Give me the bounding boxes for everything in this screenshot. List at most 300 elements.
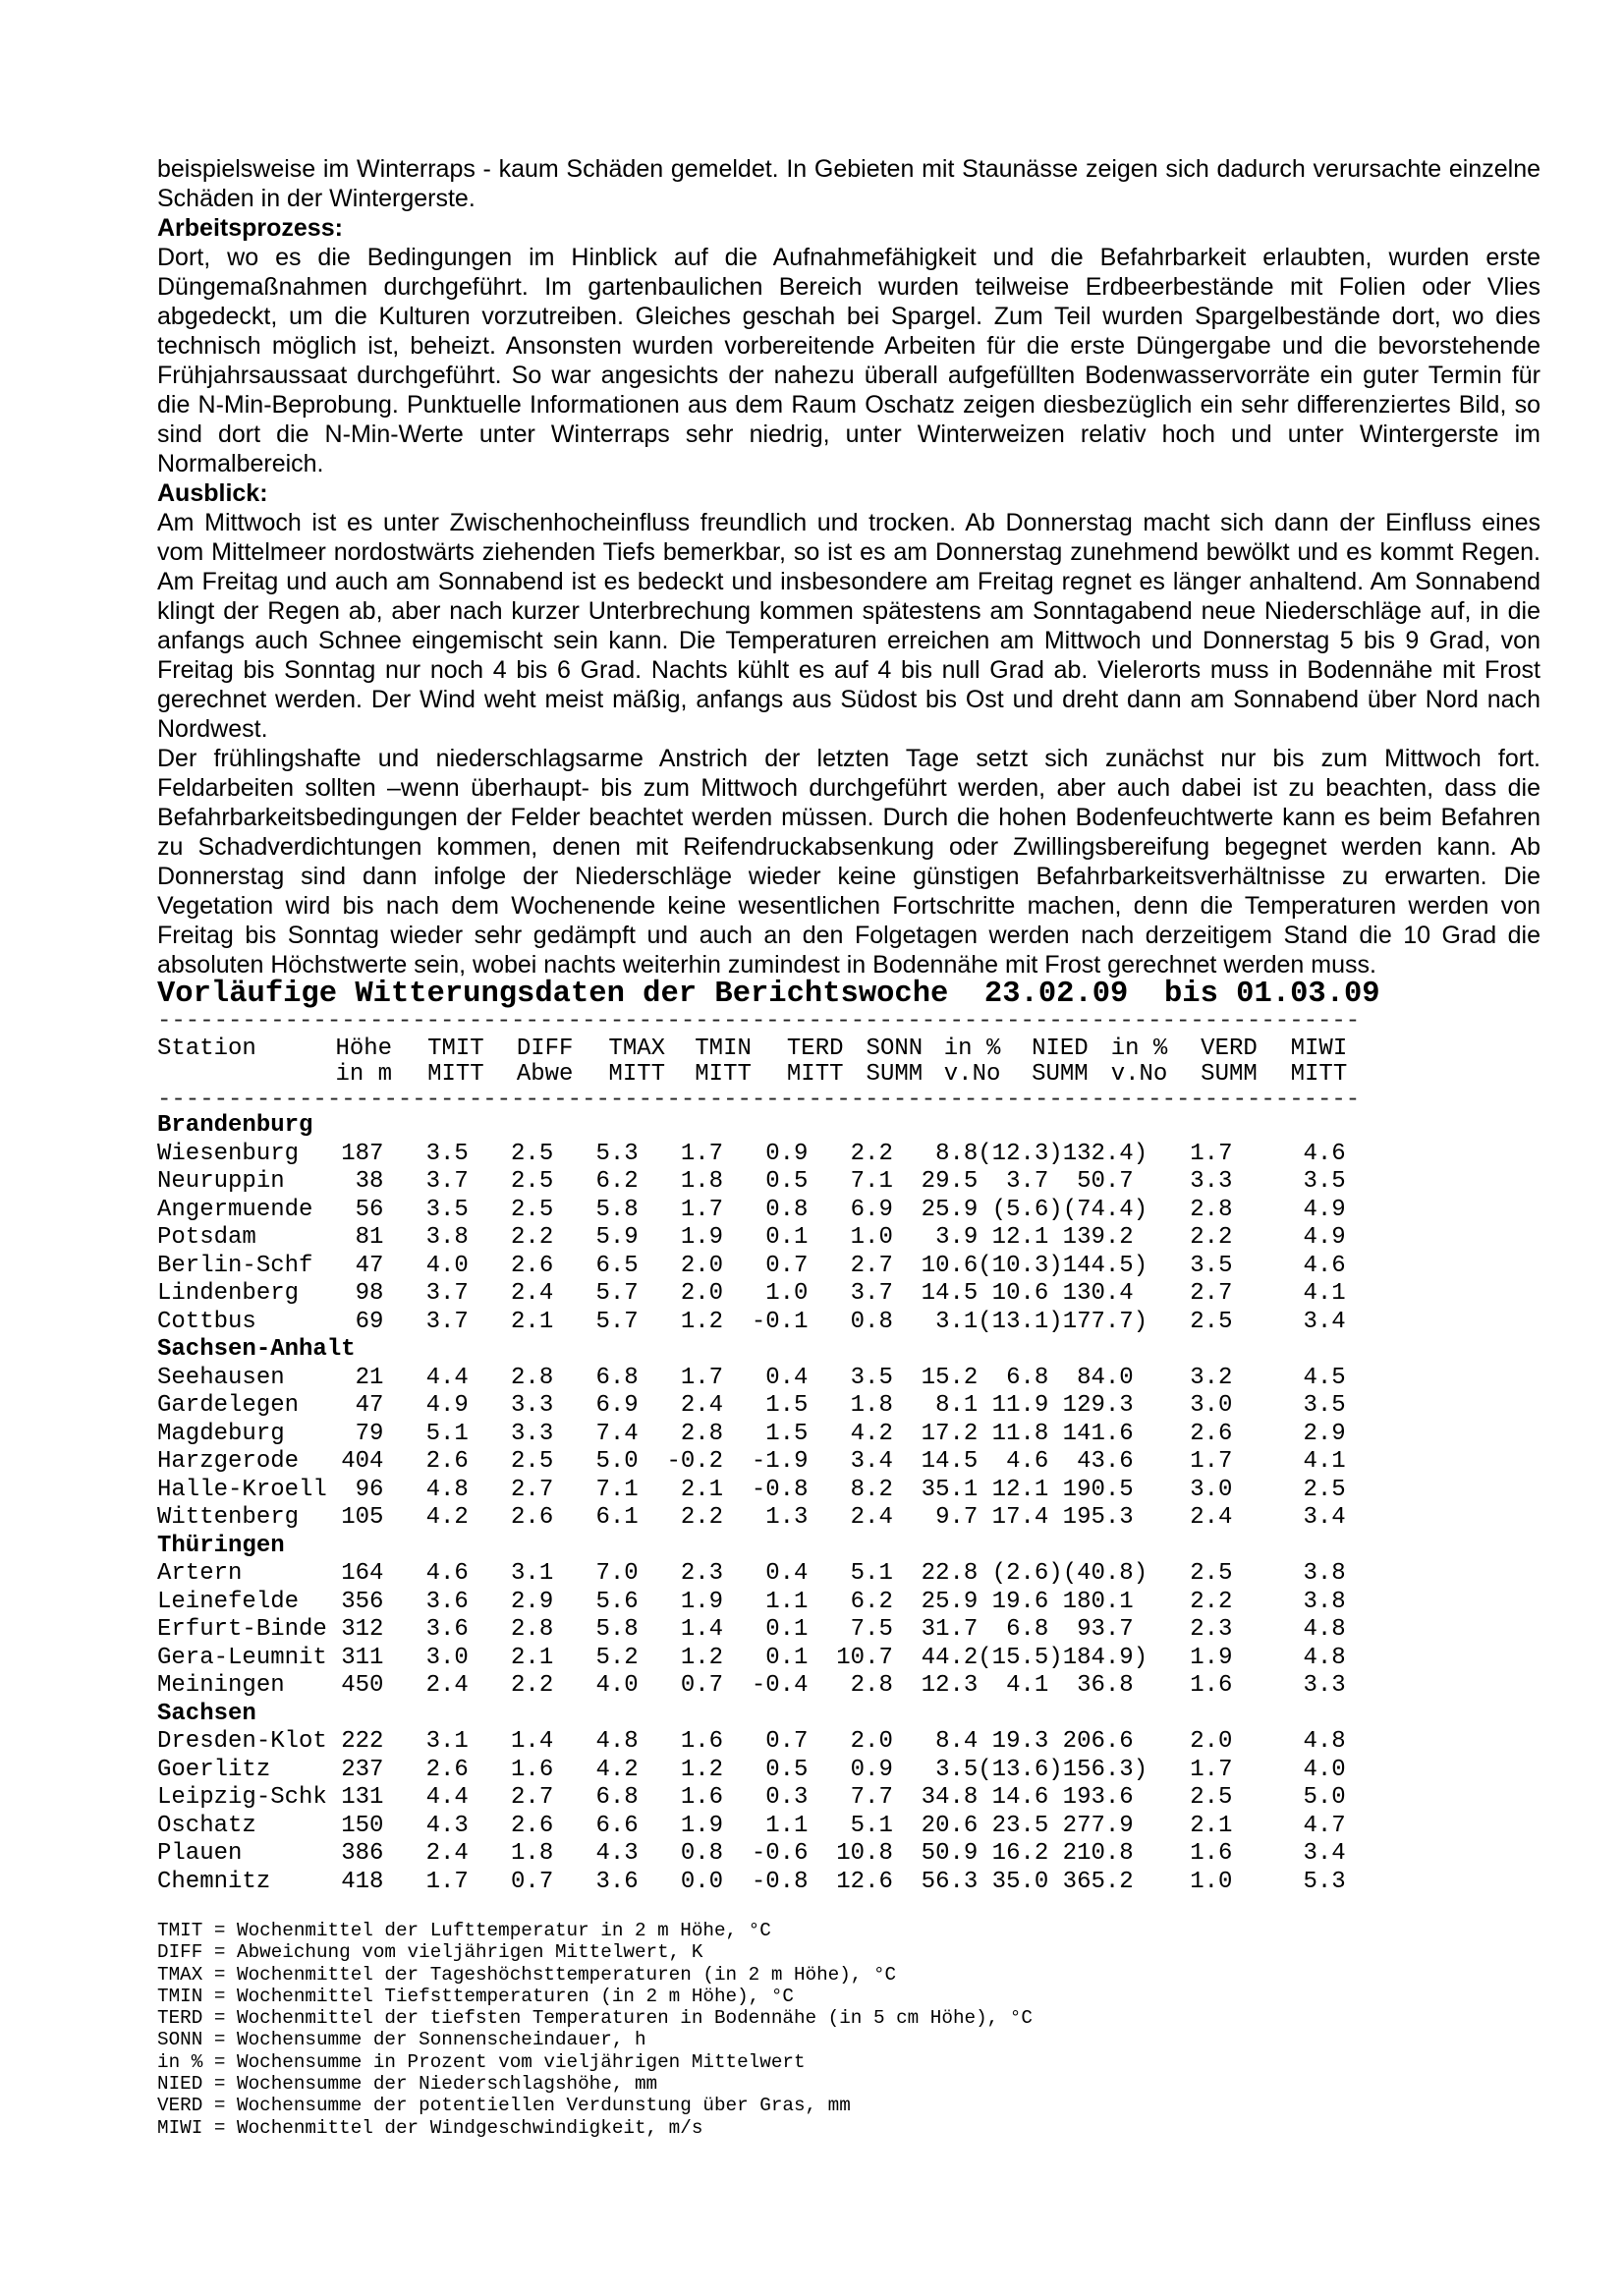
table-cell: 1.9 [680, 1224, 724, 1251]
table-cell: 0.0 [680, 1868, 724, 1895]
table-cell: 4.9 [1303, 1224, 1346, 1251]
table-cell: 15.2 [921, 1364, 979, 1391]
table-cell: 3.6 [425, 1588, 469, 1615]
table-cell: 1.7 [680, 1196, 724, 1223]
table-cell: 12.6 [836, 1868, 893, 1895]
column-header: VERD [1201, 1036, 1258, 1062]
table-header-row-units [157, 1062, 1434, 1088]
column-header: in % [943, 1036, 1001, 1062]
table-cell: 16.2 [991, 1840, 1049, 1867]
station-name: Chemnitz [157, 1868, 271, 1895]
legend-item: DIFF = Abweichung vom vieljährigen Mittelwert, K [157, 1941, 703, 1964]
table-cell: 3.0 [425, 1644, 469, 1671]
table-cell: 50.7 [1077, 1168, 1134, 1195]
legend-item: NIED = Wochensumme der Niederschlagshöhe, mm [157, 2073, 658, 2096]
table-cell: 47 [355, 1252, 384, 1279]
table-cell: 193.6 [1062, 1784, 1134, 1811]
table-cell: 2.0 [850, 1728, 893, 1755]
paragraph-line: anfangs auch Schnee eingemischt sein kann. Die Temperaturen erreichen am Mittwoch und Donnerstag 5 bis 9 Grad, von [157, 627, 1540, 654]
table-cell: 5.2 [595, 1644, 639, 1671]
state-group-heading: Thüringen [157, 1532, 285, 1559]
table-cell: 1.9 [680, 1588, 724, 1615]
table-cell: 2.4 [425, 1840, 469, 1867]
table-cell: 1.7 [1190, 1756, 1233, 1783]
column-header: TMIN [695, 1036, 752, 1062]
table-cell: 1.6 [680, 1728, 724, 1755]
station-name: Lindenberg [157, 1280, 300, 1307]
table-row [157, 1728, 1346, 1757]
table-cell: 418 [341, 1868, 384, 1895]
paragraph-line: Frühjahrsaussaat durchgeführt. So war angesichts der nahezu überall aufgefüllten Bodenwasservorräte ein guter Termin für [157, 362, 1540, 389]
table-cell: 4.3 [425, 1812, 469, 1839]
table-cell: 1.7 [1190, 1448, 1233, 1475]
table-cell: 3.1 [425, 1728, 469, 1755]
table-cell: 81 [355, 1224, 384, 1251]
table-cell: 2.3 [680, 1560, 724, 1587]
column-header: MITT [695, 1061, 752, 1088]
table-cell: 3.7 [850, 1280, 893, 1307]
table-cell: -0.8 [751, 1868, 809, 1895]
table-cell: 2.4 [1190, 1504, 1233, 1531]
station-name: Plauen [157, 1840, 243, 1867]
column-header: MITT [786, 1061, 844, 1088]
station-name: Dresden-Klot [157, 1728, 327, 1755]
table-cell: 4.1 [1006, 1672, 1049, 1699]
table-cell: 1.0 [850, 1224, 893, 1251]
table-cell: 44.2 [921, 1644, 979, 1671]
table-cell: 10.6 [921, 1252, 979, 1279]
table-cell: -0.8 [751, 1476, 809, 1503]
table-cell: 4.8 [1303, 1728, 1346, 1755]
station-name: Leipzig-Schk [157, 1784, 327, 1811]
table-cell: 0.1 [765, 1644, 809, 1671]
table-cell: 17.4 [991, 1504, 1049, 1531]
table-cell: 2.5 [511, 1168, 554, 1195]
table-row [157, 1168, 1346, 1197]
table-cell: 5.0 [595, 1448, 639, 1475]
table-cell: -0.1 [751, 1308, 809, 1335]
table-cell: 1.6 [680, 1784, 724, 1811]
table-cell: 1.8 [850, 1392, 893, 1419]
column-header: TERD [786, 1036, 844, 1062]
table-cell: 6.9 [595, 1392, 639, 1419]
table-cell: 12.1 [991, 1224, 1049, 1251]
table-cell: 56.3 [921, 1868, 979, 1895]
table-row [157, 1280, 1346, 1309]
table-cell: 2.2 [511, 1224, 554, 1251]
table-cell: 2.7 [511, 1784, 554, 1811]
table-cell: 3.5 [850, 1364, 893, 1391]
table-cell: 0.1 [765, 1616, 809, 1643]
table-cell: 2.6 [511, 1504, 554, 1531]
table-cell: 6.2 [595, 1168, 639, 1195]
weather-data-table [157, 1112, 1346, 1896]
table-cell: 8.1 [935, 1392, 979, 1419]
table-cell: (13.6) [978, 1756, 1063, 1783]
table-cell: -0.4 [751, 1672, 809, 1699]
column-header: MIWI [1290, 1036, 1348, 1062]
table-cell: 5.3 [1303, 1868, 1346, 1895]
column-header: SUMM [866, 1061, 924, 1088]
table-cell: 3.4 [1303, 1504, 1346, 1531]
table-cell: 2.6 [425, 1448, 469, 1475]
table-cell: 4.9 [425, 1392, 469, 1419]
table-cell: 6.8 [595, 1784, 639, 1811]
table-cell: 2.5 [1190, 1560, 1233, 1587]
table-cell: 0.8 [765, 1196, 809, 1223]
table-cell: 4.4 [425, 1784, 469, 1811]
table-cell: 210.8 [1062, 1840, 1134, 1867]
table-cell: -0.2 [666, 1448, 724, 1475]
table-row [157, 1589, 1346, 1617]
table-cell: 3.0 [1190, 1392, 1233, 1419]
table-cell: 0.5 [765, 1168, 809, 1195]
table-cell: 3.4 [1303, 1840, 1346, 1867]
table-cell: 187 [341, 1140, 384, 1167]
table-cell: 3.7 [1006, 1168, 1049, 1195]
table-cell: 2.8 [850, 1672, 893, 1699]
table-cell: 34.8 [921, 1784, 979, 1811]
table-row [157, 1672, 1346, 1701]
table-cell: 3.4 [1303, 1308, 1346, 1335]
column-header: SUMM [1201, 1061, 1258, 1088]
table-cell: 10.7 [836, 1644, 893, 1671]
table-cell: 4.1 [1303, 1448, 1346, 1475]
table-cell: 17.2 [921, 1420, 979, 1447]
table-cell: 2.0 [680, 1280, 724, 1307]
paragraph-line: abgedeckt, um die Kulturen vorzutreiben. Gleiches geschah bei Spargel. Zum Teil wurden Spargelbestände dort, wo dies [157, 303, 1540, 330]
table-cell: 22.8 [921, 1560, 979, 1587]
table-cell: 6.8 [595, 1364, 639, 1391]
table-cell: 47 [355, 1392, 384, 1419]
table-cell: 5.6 [595, 1588, 639, 1615]
table-cell: 2.7 [511, 1476, 554, 1503]
table-cell: 0.7 [680, 1672, 724, 1699]
table-cell: 5.1 [850, 1812, 893, 1839]
table-cell: 35.0 [991, 1868, 1049, 1895]
table-cell: 312 [341, 1616, 384, 1643]
table-cell: 6.9 [850, 1196, 893, 1223]
paragraph-line: sind dort die N-Min-Werte unter Winterraps sehr niedrig, unter Winterweizen relativ hoch und unter Wintergerste im [157, 420, 1540, 448]
table-cell: 139.2 [1062, 1224, 1134, 1251]
table-cell: 20.6 [921, 1812, 979, 1839]
state-group-heading: Sachsen-Anhalt [157, 1336, 356, 1363]
table-cell: 84.0 [1077, 1364, 1134, 1391]
table-cell: (5.6) [991, 1196, 1063, 1223]
paragraph-line: die N-Min-Beprobung. Punktuelle Informationen aus dem Raum Oschatz zeigen diesbezüglich ein sehr differenziertes Bild, so [157, 391, 1540, 419]
report-text [157, 154, 1540, 980]
table-cell: 3.8 [1303, 1588, 1346, 1615]
station-name: Gera-Leumnit [157, 1644, 327, 1671]
column-header: MITT [608, 1061, 666, 1088]
table-cell: 164 [341, 1560, 384, 1587]
table-cell: 4.2 [425, 1504, 469, 1531]
table-cell: 3.3 [1303, 1672, 1346, 1699]
table-cell: 4.8 [1303, 1644, 1346, 1671]
table-cell: 0.4 [765, 1560, 809, 1587]
table-cell: 3.5 [425, 1140, 469, 1167]
table-cell: 5.0 [1303, 1784, 1346, 1811]
table-cell: 69 [355, 1308, 384, 1335]
legend-item: TMIN = Wochenmittel Tiefsttemperaturen (in 2 m Höhe), °C [157, 1985, 794, 2007]
table-cell: 1.9 [680, 1812, 724, 1839]
legend-item: MIWI = Wochenmittel der Windgeschwindigkeit, m/s [157, 2116, 703, 2139]
table-cell: 3.7 [425, 1168, 469, 1195]
table-cell: 3.6 [425, 1616, 469, 1643]
paragraph-line: Am Mittwoch ist es unter Zwischenhocheinfluss freundlich und trocken. Ab Donnerstag macht sich dann der Einfluss eines [157, 509, 1540, 536]
table-cell: 5.8 [595, 1616, 639, 1643]
table-cell: 0.7 [765, 1728, 809, 1755]
table-cell: 4.6 [1303, 1252, 1346, 1279]
table-cell: 2.4 [680, 1392, 724, 1419]
paragraph-line: technisch möglich ist, beheizt. Ansonsten wurden vorbereitende Arbeiten für die erste Düngergabe und die bevorstehende [157, 332, 1540, 360]
table-cell: 144.5) [1062, 1252, 1148, 1279]
paragraph-line: Düngemaßnahmen durchgeführt. Im gartenbaulichen Bereich wurden teilweise Erdbeerbestände mit Folien oder Vlies [157, 273, 1540, 301]
table-cell: 29.5 [921, 1168, 979, 1195]
table-cell: 3.2 [1190, 1364, 1233, 1391]
table-cell: 35.1 [921, 1476, 979, 1503]
table-cell: 2.8 [511, 1364, 554, 1391]
table-cell: 206.6 [1062, 1728, 1134, 1755]
table-cell: 4.0 [595, 1672, 639, 1699]
state-group-heading: Brandenburg [157, 1112, 313, 1139]
table-cell: 6.1 [595, 1504, 639, 1531]
table-cell: 180.1 [1062, 1588, 1134, 1615]
table-cell: 4.5 [1303, 1364, 1346, 1391]
table-cell: 5.1 [850, 1560, 893, 1587]
table-cell: 2.5 [1303, 1476, 1346, 1503]
table-cell: 386 [341, 1840, 384, 1867]
column-header: NIED [1032, 1036, 1089, 1062]
table-row [157, 1616, 1346, 1645]
table-cell: 1.7 [680, 1364, 724, 1391]
table-cell: 132.4) [1062, 1140, 1148, 1167]
legend-item: TMAX = Wochenmittel der Tageshöchsttemperaturen (in 2 m Höhe), °C [157, 1963, 897, 1986]
table-cell: 5.9 [595, 1224, 639, 1251]
paragraph-line: Befahrbarkeitsbedingungen der Felder beachtet werden müssen. Durch die hohen Bodenfeuchtwerte kann es beim Befahren [157, 804, 1540, 831]
table-cell: 12.3 [921, 1672, 979, 1699]
table-row [157, 1253, 1346, 1281]
paragraph-line: Der frühlingshafte und niederschlagsarme Anstrich der letzten Tage setzt sich zunächst nur bis zum Mittwoch fort. [157, 745, 1540, 772]
table-row [157, 1392, 1346, 1421]
table-cell: 11.8 [991, 1420, 1049, 1447]
table-cell: 3.5 [425, 1196, 469, 1223]
table-cell: 0.9 [765, 1140, 809, 1167]
table-cell: 2.1 [511, 1644, 554, 1671]
table-cell: 2.0 [1190, 1728, 1233, 1755]
station-name: Leinefelde [157, 1588, 300, 1615]
table-cell: 8.8 [935, 1140, 979, 1167]
table-row [157, 1477, 1346, 1505]
table-cell: 4.3 [595, 1840, 639, 1867]
table-cell: 3.5 [1303, 1392, 1346, 1419]
table-cell: 141.6 [1062, 1420, 1134, 1447]
table-cell: 1.5 [765, 1392, 809, 1419]
column-header: Höhe [335, 1036, 393, 1062]
paragraph-line: Donnerstag sind dann infolge der Niederschläge wieder keine günstigen Befahrbarkeitsverhältnisse zu erwarten. Die [157, 863, 1540, 890]
paragraph-line: Normalbereich. [157, 450, 324, 477]
table-cell: 2.7 [850, 1252, 893, 1279]
table-cell: 0.8 [850, 1308, 893, 1335]
legend-item: VERD = Wochensumme der potentiellen Verdunstung über Gras, mm [157, 2095, 851, 2117]
table-row [157, 1141, 1346, 1169]
table-cell: 131 [341, 1784, 384, 1811]
station-name: Seehausen [157, 1364, 285, 1391]
table-cell: 184.9) [1062, 1644, 1148, 1671]
table-cell: 2.6 [511, 1812, 554, 1839]
table-cell: 2.1 [1190, 1812, 1233, 1839]
table-cell: 4.6 [1303, 1140, 1346, 1167]
table-cell: 2.0 [680, 1252, 724, 1279]
table-cell: 237 [341, 1756, 384, 1783]
table-cell: 1.2 [680, 1756, 724, 1783]
table-cell: 2.8 [1190, 1196, 1233, 1223]
table-cell: 404 [341, 1448, 384, 1475]
table-cell: 2.2 [850, 1140, 893, 1167]
table-cell: 0.5 [765, 1756, 809, 1783]
table-cell: 10.6 [991, 1280, 1049, 1307]
table-cell: 7.7 [850, 1784, 893, 1811]
table-cell: 4.4 [425, 1364, 469, 1391]
table-cell: 195.3 [1062, 1504, 1134, 1531]
table-cell: 3.1 [935, 1308, 979, 1335]
table-cell: -0.6 [751, 1840, 809, 1867]
table-cell: 0.3 [765, 1784, 809, 1811]
station-name: Wiesenburg [157, 1140, 300, 1167]
station-name: Berlin-Schf [157, 1252, 313, 1279]
abbreviation-legend [157, 1920, 1033, 2139]
column-header: DIFF [516, 1036, 574, 1062]
table-cell: 4.0 [425, 1252, 469, 1279]
table-cell: 5.7 [595, 1308, 639, 1335]
table-cell: 4.6 [1006, 1448, 1049, 1475]
table-cell: (40.8) [1062, 1560, 1148, 1587]
table-row [157, 1197, 1346, 1225]
table-cell: 2.6 [511, 1252, 554, 1279]
table-cell: 1.0 [765, 1280, 809, 1307]
table-row [157, 1365, 1346, 1393]
table-cell: 311 [341, 1644, 384, 1671]
table-cell: 2.3 [1190, 1616, 1233, 1643]
table-cell: 129.3 [1062, 1392, 1134, 1419]
table-cell: 1.2 [680, 1644, 724, 1671]
station-name: Cottbus [157, 1308, 256, 1335]
column-header: in % [1110, 1036, 1168, 1062]
table-cell: 1.1 [765, 1588, 809, 1615]
table-cell: 4.9 [1303, 1196, 1346, 1223]
table-cell: 1.9 [1190, 1644, 1233, 1671]
station-name: Wittenberg [157, 1504, 300, 1531]
table-cell: 130.4 [1062, 1280, 1134, 1307]
station-name: Potsdam [157, 1224, 256, 1251]
paragraph-line: Freitag bis Sonntag nur noch 4 bis 6 Grad. Nachts kühlt es auf 4 bis null Grad ab. Vielerorts muss in Bodennähe mit Frost [157, 656, 1540, 684]
table-cell: 3.5 [1190, 1252, 1233, 1279]
table-cell: 4.2 [595, 1756, 639, 1783]
table-cell: 3.3 [511, 1392, 554, 1419]
table-cell: 4.1 [1303, 1280, 1346, 1307]
table-cell: 43.6 [1077, 1448, 1134, 1475]
table-cell: 150 [341, 1812, 384, 1839]
table-cell: 6.5 [595, 1252, 639, 1279]
table-row [157, 1224, 1346, 1253]
table-cell: 2.2 [511, 1672, 554, 1699]
table-cell: 1.5 [765, 1420, 809, 1447]
table-separator-top: ------------------------------------------------------------------------------------- [157, 1008, 1361, 1035]
table-cell: 3.3 [1190, 1168, 1233, 1195]
table-cell: 2.5 [511, 1448, 554, 1475]
table-cell: 7.4 [595, 1420, 639, 1447]
station-name: Artern [157, 1560, 243, 1587]
table-cell: 2.5 [511, 1196, 554, 1223]
table-cell: 50.9 [921, 1840, 979, 1867]
section-heading: Ausblick: [157, 479, 268, 507]
table-cell: 6.8 [1006, 1364, 1049, 1391]
paragraph-line: Am Freitag und auch am Sonnabend ist es bedeckt und insbesondere am Freitag regnet es länger anhaltend. Am Sonnabend [157, 568, 1540, 595]
table-cell: 2.9 [1303, 1420, 1346, 1447]
table-cell: 14.6 [991, 1784, 1049, 1811]
table-cell: 3.1 [511, 1560, 554, 1587]
table-cell: 105 [341, 1504, 384, 1531]
table-row [157, 1560, 1346, 1589]
table-cell: 1.7 [1190, 1140, 1233, 1167]
state-group-heading: Sachsen [157, 1700, 256, 1727]
table-cell: 19.3 [991, 1728, 1049, 1755]
table-separator-bottom: ------------------------------------------------------------------------------------- [157, 1087, 1361, 1113]
table-cell: 1.1 [765, 1812, 809, 1839]
table-cell: 2.4 [850, 1504, 893, 1531]
table-cell: 1.2 [680, 1308, 724, 1335]
legend-item: TERD = Wochenmittel der tiefsten Temperaturen in Bodennähe (in 5 cm Höhe), °C [157, 2007, 1033, 2030]
paragraph-line: beispielsweise im Winterraps - kaum Schäden gemeldet. In Gebieten mit Staunässe zeigen sich dadurch verursachte einzelne [157, 155, 1540, 183]
column-header: Abwe [516, 1061, 574, 1088]
column-header: v.No [1110, 1061, 1168, 1088]
column-header: in m [335, 1061, 393, 1088]
table-cell: 450 [341, 1672, 384, 1699]
table-cell: 2.7 [1190, 1280, 1233, 1307]
table-cell: 10.8 [836, 1840, 893, 1867]
table-cell: 190.5 [1062, 1476, 1134, 1503]
table-cell: -1.9 [751, 1448, 809, 1475]
table-cell: 12.1 [991, 1476, 1049, 1503]
table-cell: 2.5 [511, 1140, 554, 1167]
column-header: Station [157, 1036, 256, 1062]
table-row [157, 1784, 1346, 1813]
table-cell: 2.6 [1190, 1420, 1233, 1447]
table-cell: 21 [355, 1364, 384, 1391]
table-cell: 31.7 [921, 1616, 979, 1643]
table-cell: 1.8 [680, 1168, 724, 1195]
table-cell: 2.1 [680, 1476, 724, 1503]
table-cell: 4.8 [1303, 1616, 1346, 1643]
column-header: MITT [427, 1061, 484, 1088]
table-cell: 1.6 [1190, 1672, 1233, 1699]
table-cell: 1.7 [425, 1868, 469, 1895]
table-cell: 4.8 [595, 1728, 639, 1755]
table-cell: 1.4 [680, 1616, 724, 1643]
paragraph-line: gerechnet werden. Der Wind weht meist mäßig, anfangs aus Südost bis Ost und dreht dann am Sonnabend über Nord nach [157, 686, 1540, 713]
table-cell: 2.5 [1190, 1784, 1233, 1811]
table-cell: 177.7) [1062, 1308, 1148, 1335]
table-cell: 5.8 [595, 1196, 639, 1223]
table-row [157, 1309, 1346, 1337]
table-cell: 93.7 [1077, 1616, 1134, 1643]
table-cell: (74.4) [1062, 1196, 1148, 1223]
table-row [157, 1645, 1346, 1673]
legend-item: SONN = Wochensumme der Sonnenscheindauer, h [157, 2029, 646, 2051]
table-cell: 2.5 [1190, 1308, 1233, 1335]
table-cell: 8.4 [935, 1728, 979, 1755]
table-cell: 1.4 [511, 1728, 554, 1755]
